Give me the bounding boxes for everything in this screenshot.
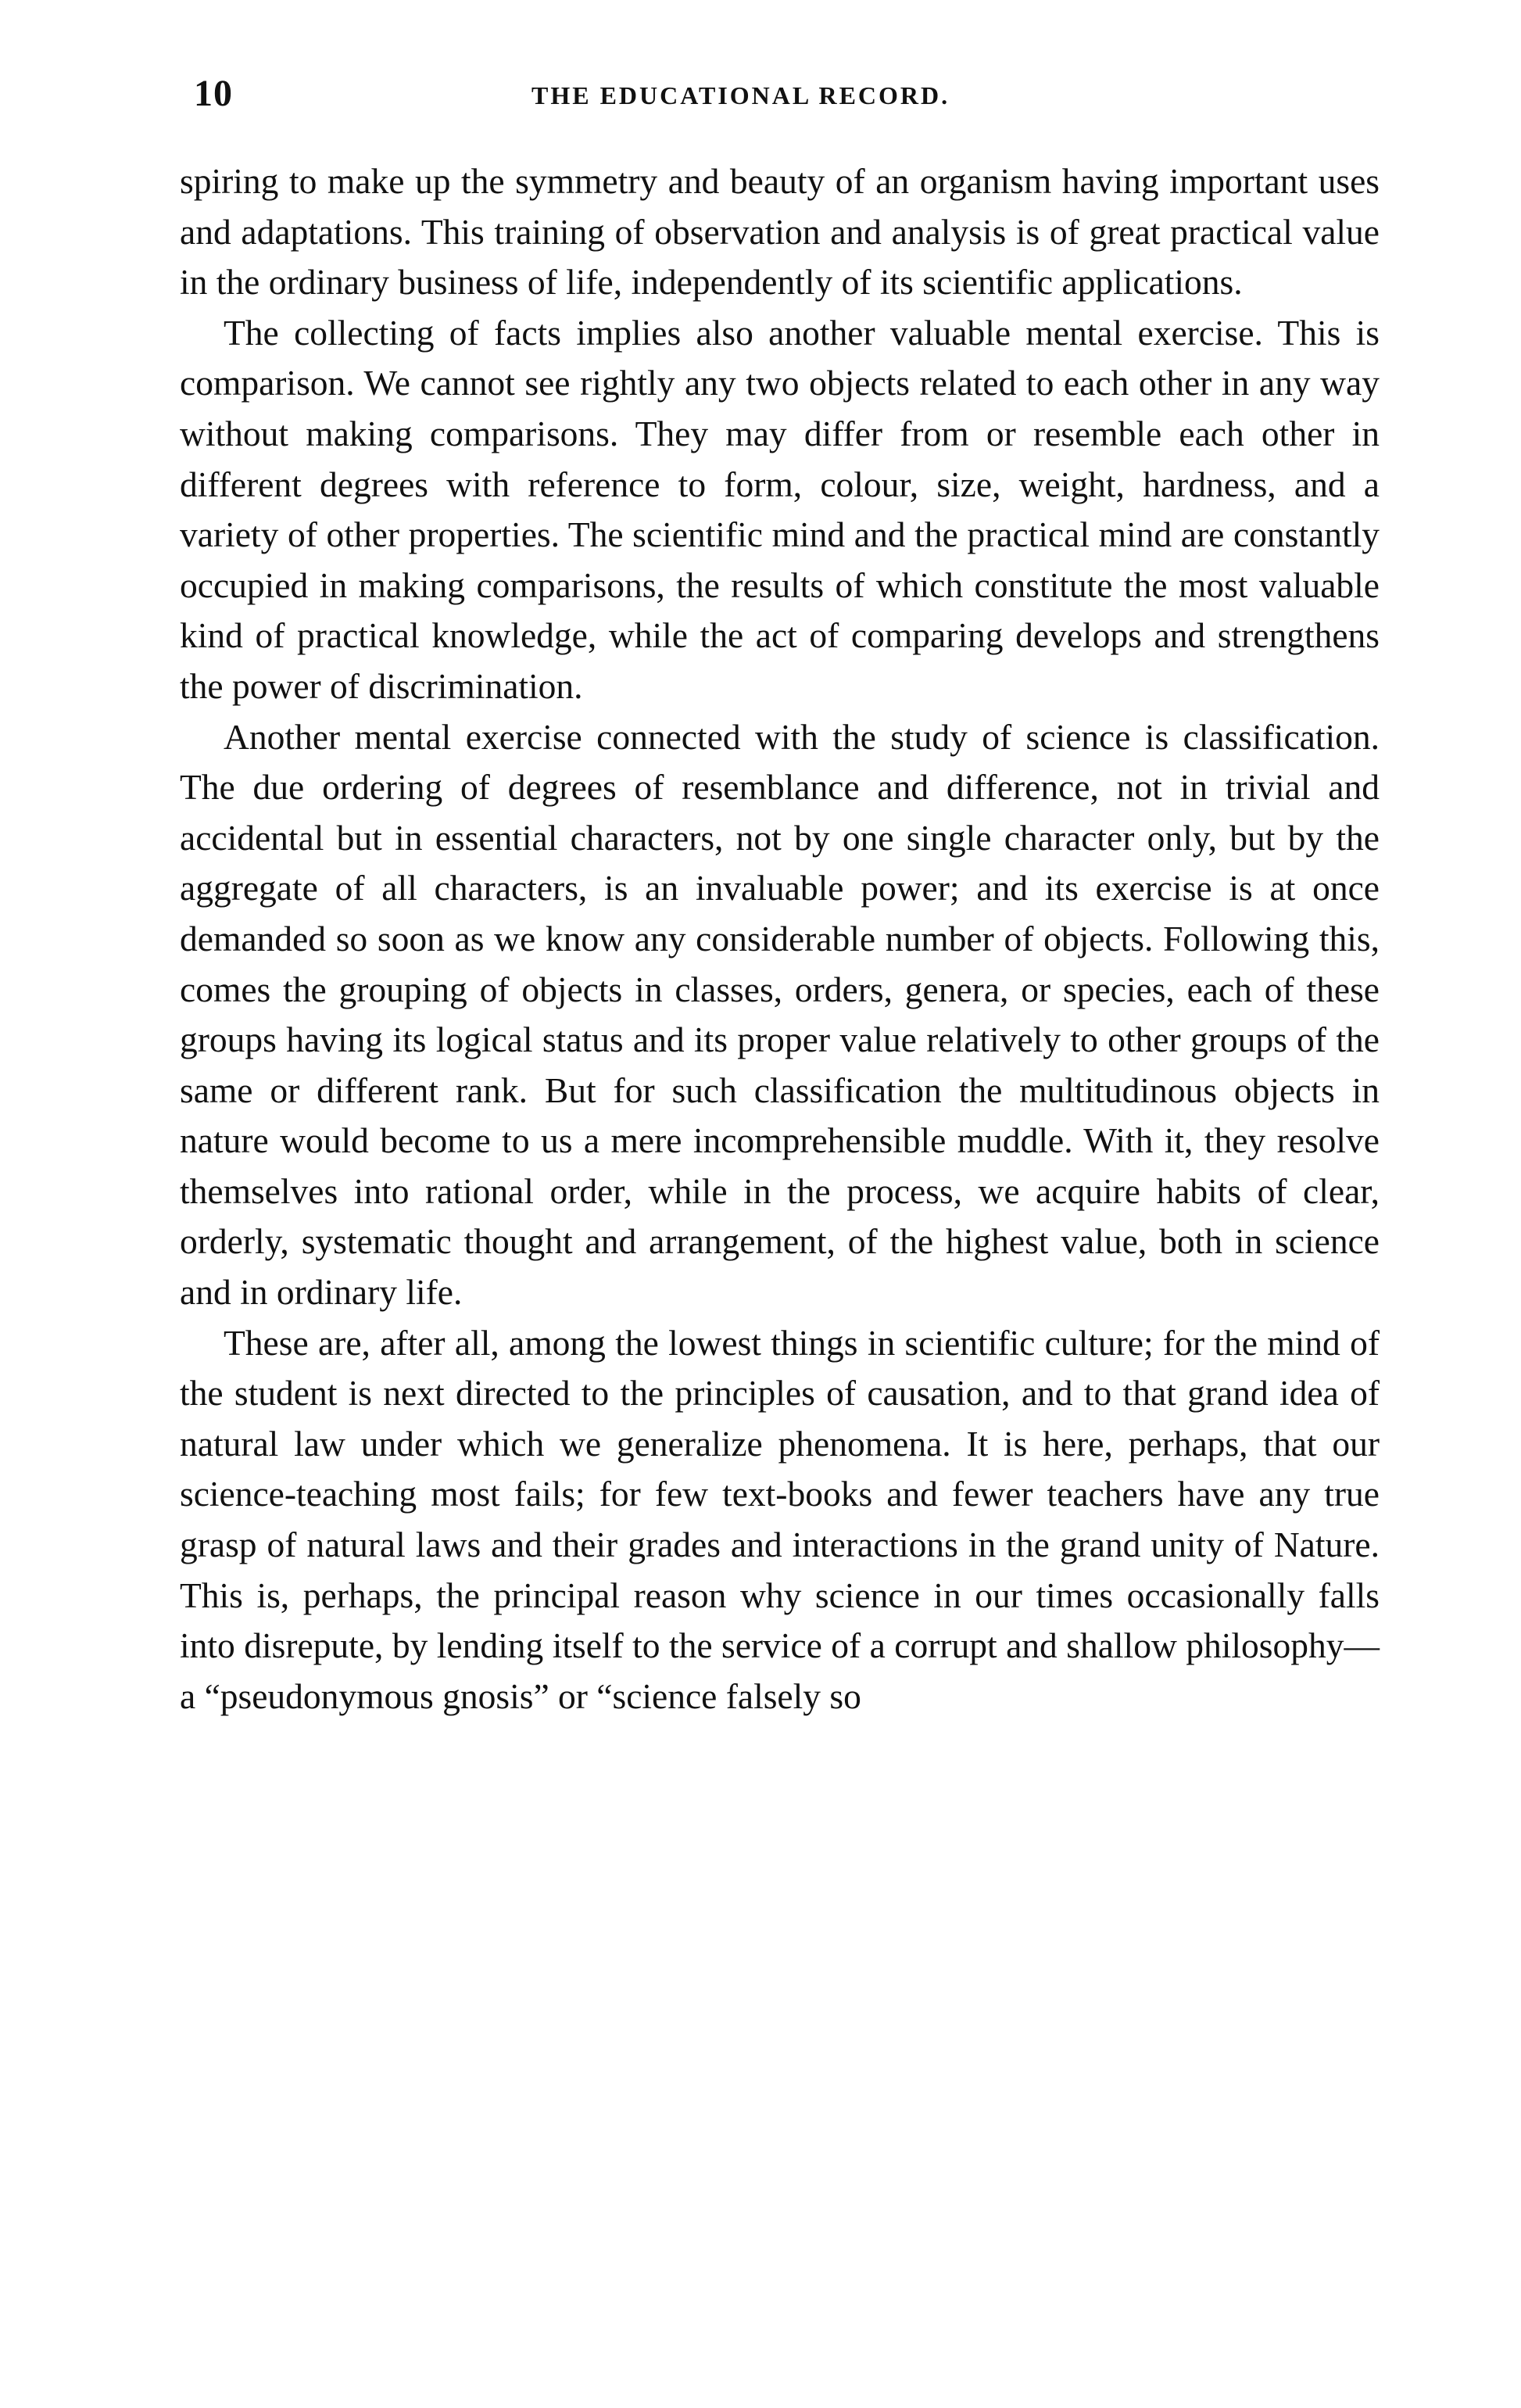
- paragraph-comparison: The collecting of facts implies also another valuable mental exercise. This is comparison. We cannot see rightly any two objects related to each other in any way without making comparisons. They may differ from or resemble each other in different degrees with reference to form, colour, size, weight, hardness, and a variety of other properties. The scientific mind and the practical mind are constantly occupied in making comparisons, the results of which constitute the most valuable kind of practical knowledge, while the act of comparing develops and strengthens the power of discrimination.: [180, 312, 1380, 706]
- paragraph-classification: Another mental exercise connected with the study of science is classification. The due ordering of degrees of resemblance and difference, not in trivial and accidental but in essential characters, not by one single character only, but by the aggregate of all characters, is an invaluable power; and its exercise is at once demanded so soon as we know any considerable number of objects. Following this, comes the grouping of objects in classes, orders, genera, or species, each of these groups having its logical status and its proper value relatively to other groups of the same or different rank. But for such classification the multitudinous objects in nature would become to us a mere incomprehensible muddle. With it, they resolve themselves into rational order, while in the process, we acquire habits of clear, orderly, systematic thought and arrangement, of the highest value, both in science and in ordinary life.: [180, 716, 1380, 1313]
- page-number: 10: [194, 73, 233, 114]
- body-text: [180, 156, 1380, 1722]
- paragraph-continued: spiring to make up the symmetry and beauty of an organism having important uses and adaptations. This training of observation and analysis is of great practical value in the ordinary business of life, independently of its scientific applications.: [180, 161, 1380, 303]
- paragraph-causation: These are, after all, among the lowest things in scientific culture; for the mind of the student is next directed to the principles of causation, and to that grand idea of natural law under which we generalize phenomena. It is here, perhaps, that our science-teaching most fails; for few text-books and fewer teachers have any true grasp of natural laws and their grades and interactions in the grand unity of Nature. This is, perhaps, the principal reason why science in our times occasionally falls into disrepute, by lending itself to the service of a corrupt and shallow philosophy—a “pseudonymous gnosis” or “science falsely so: [180, 1322, 1380, 1716]
- running-title: THE EDUCATIONAL RECORD.: [531, 81, 950, 109]
